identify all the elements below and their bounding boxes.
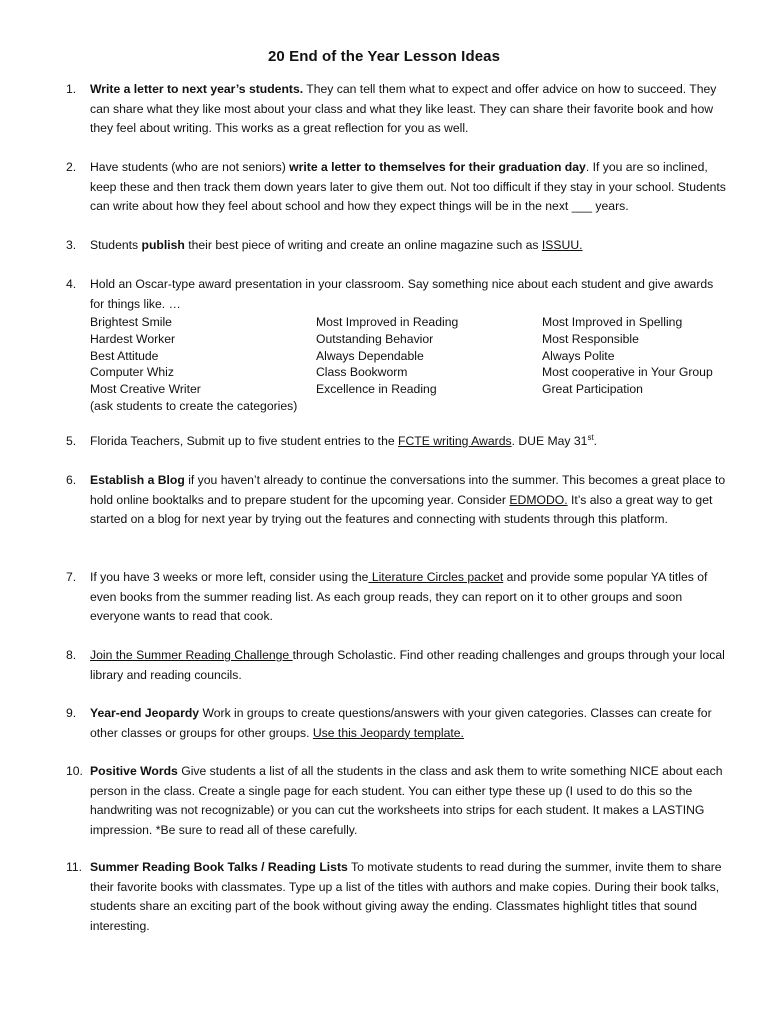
item-body [90, 471, 726, 530]
award-category: Hardest Worker [90, 331, 176, 346]
item-number: 3. [66, 238, 77, 252]
award-category: Most Responsible [542, 331, 639, 346]
text-segment: their best piece of writing and create an online magazine such as [184, 238, 542, 252]
award-category: Always Polite [542, 348, 615, 363]
item-number: 10. [66, 764, 83, 778]
text-segment: They can tell them what to expect and offer advice on how to succeed. They can share what they like most about your class and what they like least. They can share their favorite book and how they feel about writing. This works as a great reflection for you as well. [90, 82, 717, 135]
text-segment: . If you are so inclined, keep these and then track them down years later to give them out. Not too difficult if they stay in your school. Students can write about how they feel about school and how they expect things will be in the next ___ years. [90, 160, 726, 213]
link-text[interactable]: Join the Summer Reading Challenge [90, 648, 293, 662]
link-text[interactable]: Literature Circles packet [368, 570, 504, 584]
text-segment: Positive Words [90, 764, 178, 778]
text-segment: Have students (who are not seniors) [90, 160, 290, 174]
item-number: 8. [66, 648, 77, 662]
text-segment: It’s also a great way to get started on a blog for next year by trying out the features and connecting with students through this platform. [90, 492, 713, 526]
item-body [90, 762, 726, 840]
categories-note: (ask students to create the categories) [90, 398, 298, 413]
list-item-10 [66, 762, 726, 840]
award-category: Most Improved in Reading [316, 315, 459, 329]
text-segment: Year-end Jeopardy [90, 706, 200, 720]
list-item-5 [66, 432, 726, 452]
item-body [90, 80, 726, 139]
link-text[interactable]: Use this Jeopardy template. [312, 725, 464, 740]
document-title: 20 End of the Year Lesson Ideas [267, 48, 501, 65]
award-category: Most cooperative in Your Group [542, 365, 713, 380]
award-category: Outstanding Behavior [316, 331, 434, 346]
award-category: Best Attitude [90, 348, 159, 363]
item-number: 2. [66, 160, 77, 174]
text-segment: Florida Teachers, Submit up to five student entries to the [90, 434, 399, 448]
item-body [90, 432, 726, 452]
item-body [90, 568, 726, 627]
award-category: Excellence in Reading [316, 382, 437, 397]
text-segment: Hold an Oscar-type award presentation in your classroom. Say something nice about each student and give awards for things like. … [90, 277, 714, 311]
item-body [90, 858, 726, 936]
text-segment: Summer Reading Book Talks / Reading Lists [90, 860, 348, 874]
item-body [90, 236, 726, 256]
text-segment: . [593, 434, 598, 448]
link-text[interactable]: ISSUU. [541, 238, 583, 252]
text-segment: write a letter to themselves for their graduation day [289, 160, 586, 174]
text-segment: publish [141, 238, 185, 252]
text-segment: and provide some popular YA titles of even books from the summer reading list. As each group reads, they can report on it to other groups and soon everyone wants to read that cook. [90, 570, 708, 623]
text-segment: Work in groups to create questions/answers with your given categories. Classes can create for other classes or groups for other groups. [90, 706, 712, 740]
item-body [90, 275, 726, 314]
award-category: Always Dependable [316, 348, 424, 363]
text-segment: Establish a Blog [90, 473, 185, 487]
text-segment: To motivate students to read during the summer, invite them to share their favorite books with classmates. Type up a list of the titles with authors and make copies. During their book talks, students share an exciting part of the book without giving away the ending. Classmates highlight titles that sound interesting. [90, 860, 722, 933]
list-item-11 [66, 858, 726, 936]
text-segment: Give students a list of all the students in the class and ask them to write something NICE about each person in the class. Create a single page for each student. You can either type these up (I used to do this so the handwriting was not recognizable) or you can cut the worksheets into strips for each student. It makes a LASTING impression. *Be sure to read all of these carefully. [90, 764, 723, 837]
text-segment: if you haven’t already to continue the conversations into the summer. This becomes a great place to hold online booktalks and to prepare student for the upcoming year. Consider [90, 473, 726, 507]
text-segment: st [587, 432, 594, 442]
award-categories [90, 314, 726, 398]
text-segment: Write a letter to next year’s students. [90, 82, 304, 96]
award-category: Computer Whiz [90, 365, 174, 380]
item-number: 7. [66, 570, 77, 584]
item-number: 11. [66, 860, 83, 874]
link-text[interactable]: EDMODO. [509, 492, 568, 507]
list-item-3 [66, 236, 726, 256]
list-item-4 [66, 275, 726, 415]
item-number: 1. [66, 82, 77, 96]
award-category: Most Improved in Spelling [542, 315, 683, 329]
list-item-6 [66, 471, 726, 530]
item-body [90, 646, 726, 685]
link-text[interactable]: FCTE writing Awards [398, 434, 512, 448]
text-segment: . DUE May 31 [511, 434, 588, 448]
award-category: Class Bookworm [316, 365, 408, 380]
item-number: 9. [66, 706, 77, 720]
award-category: Most Creative Writer [90, 382, 201, 397]
text-segment: Students [90, 238, 142, 252]
award-category: Great Participation [542, 382, 643, 397]
list-item-8 [66, 646, 726, 685]
item-number: 6. [66, 473, 77, 487]
item-number: 5. [66, 434, 77, 448]
award-category: Brightest Smile [90, 315, 172, 329]
list-item-2 [66, 158, 726, 217]
text-segment: If you have 3 weeks or more left, consider using the [90, 570, 369, 584]
list-item-9 [66, 704, 726, 743]
item-number: 4. [66, 277, 77, 291]
list-item-7 [66, 568, 726, 627]
list-item-1 [66, 80, 726, 139]
text-segment: through Scholastic. Find other reading challenges and groups through your local library and reading councils. [90, 648, 725, 682]
item-body [90, 704, 726, 743]
item-body [90, 158, 726, 217]
